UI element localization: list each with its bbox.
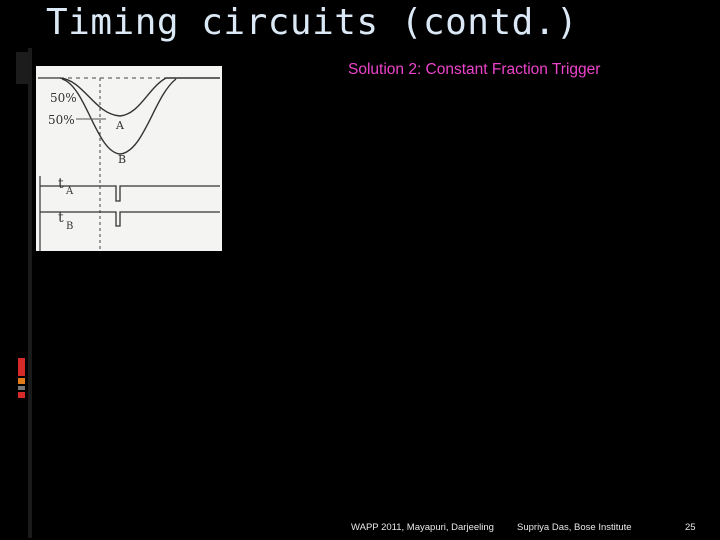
label-tb: t [58,210,64,226]
footer-author: Supriya Das, Bose Institute [517,522,632,533]
accent-bar-orange [18,378,25,384]
accent-bar-red-2 [18,392,25,398]
slide-subtitle: Solution 2: Constant Fraction Trigger [348,61,601,78]
label-ta: t [58,176,64,192]
pulse-timing-diagram [36,66,222,251]
label-ta-sub: A [66,186,74,197]
label-tb-sub: B [66,221,74,232]
label-pulse-a: A [116,119,124,132]
accent-bar-red [18,358,25,376]
bullet-marker [16,52,28,84]
slide-title: Timing circuits (contd.) [46,2,579,43]
label-pct-b: 50% [48,113,75,127]
label-pct-a: 50% [50,91,77,105]
footer-event: WAPP 2011, Mayapuri, Darjeeling [351,522,494,533]
pulse-a-curve [60,78,220,116]
constant-fraction-figure [36,66,222,251]
accent-bar-gray [18,386,25,390]
label-pulse-b: B [118,153,127,166]
page-number: 25 [685,522,696,533]
left-divider [28,48,32,538]
